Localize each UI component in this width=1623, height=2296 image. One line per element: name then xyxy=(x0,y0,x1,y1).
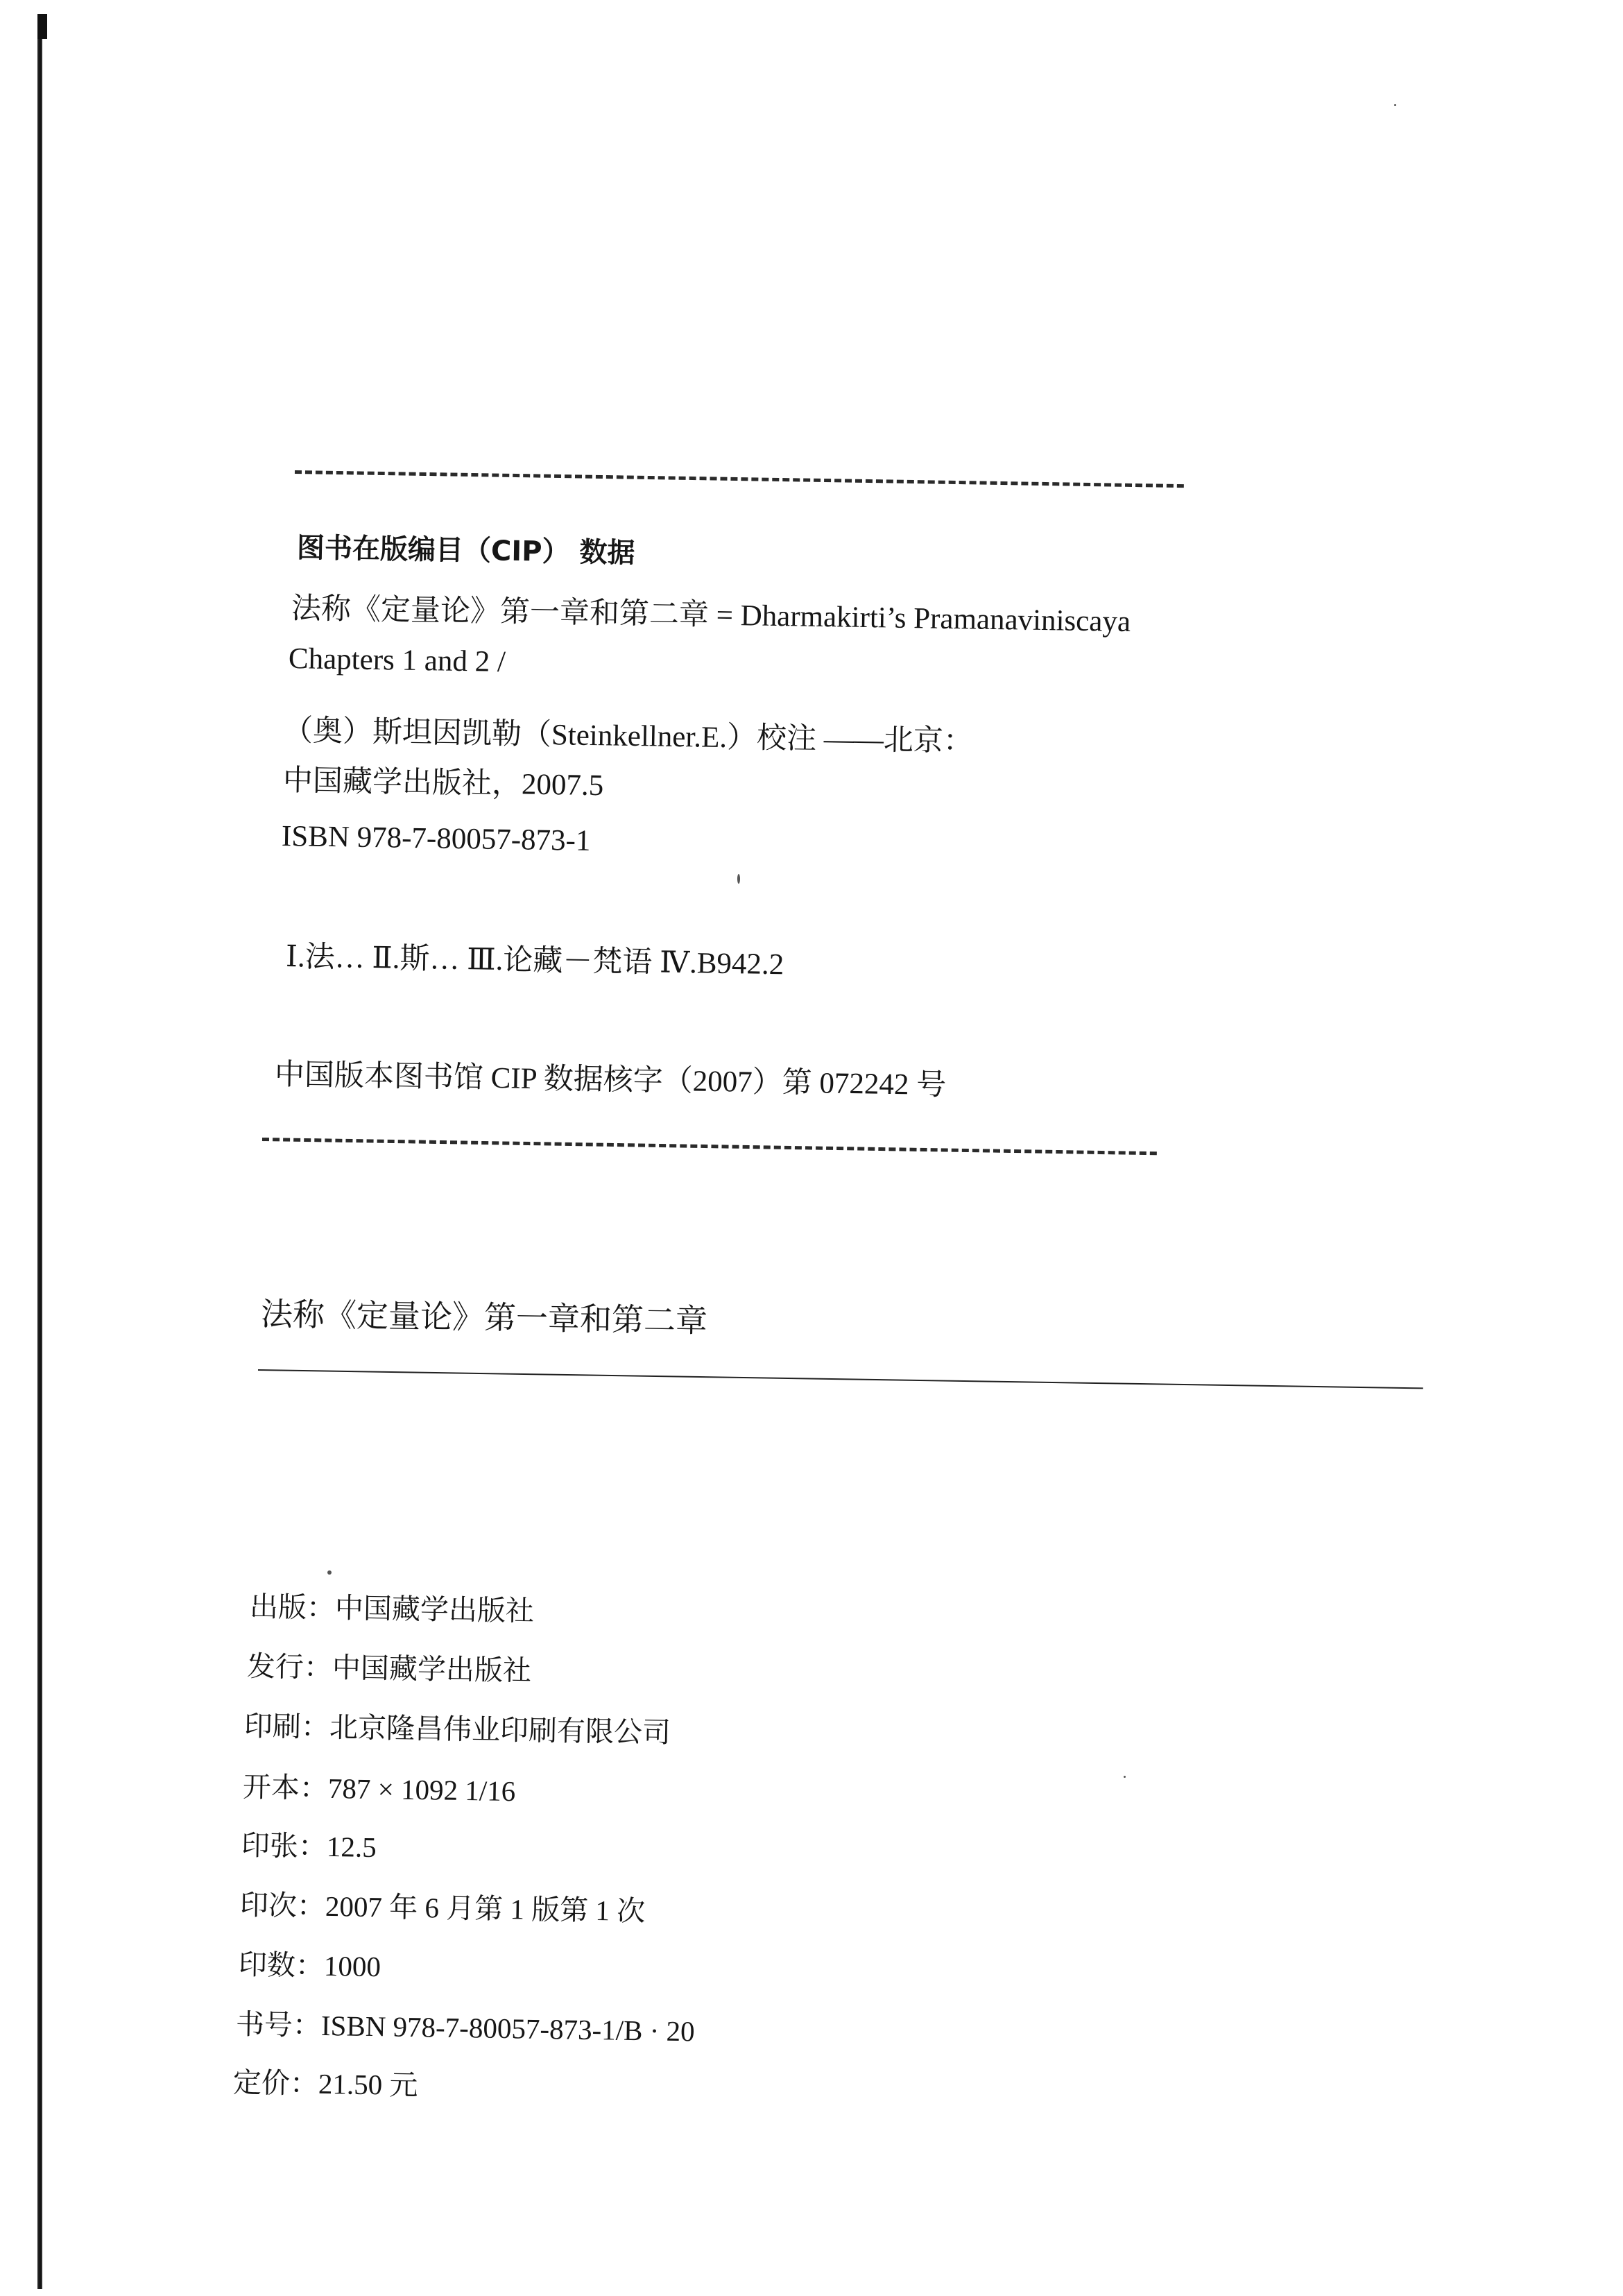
cip-heading: 图书在版编目（CIP） 数据 xyxy=(296,532,635,569)
scan-binding-edge xyxy=(37,14,42,2289)
imprint-distributor: 发行：中国藏学出版社 xyxy=(246,1650,532,1687)
scan-speck xyxy=(1394,104,1396,106)
cip-title-line: 法称《定量论》第一章和第二章 = Dharmakirti’s Pramanaviniscaya xyxy=(291,592,1131,639)
cip-publisher-line: 中国藏学出版社，2007.5 xyxy=(282,764,604,803)
imprint-printer: 印刷：北京隆昌伟业印刷有限公司 xyxy=(243,1710,671,1749)
imprint-publisher: 出版：中国藏学出版社 xyxy=(249,1591,535,1627)
imprint-sheets: 印张：12.5 xyxy=(241,1829,377,1864)
cip-top-dashed-rule xyxy=(295,470,1184,488)
cip-bottom-dashed-rule xyxy=(262,1138,1157,1155)
imprint-format: 开本：787 × 1092 1/16 xyxy=(242,1771,516,1808)
title-rule xyxy=(258,1369,1423,1389)
scan-speck xyxy=(327,1570,332,1575)
cip-classification-line: Ⅰ.法… Ⅱ.斯… Ⅲ.论藏－梵语 Ⅳ.B942.2 xyxy=(285,941,784,982)
cip-title-line-2: Chapters 1 and 2 / xyxy=(288,642,506,678)
imprint-price: 定价：21.50 元 xyxy=(232,2066,418,2102)
cip-record-number: 中国版本图书馆 CIP 数据核字（2007）第 072242 号 xyxy=(274,1059,947,1102)
book-title: 法称《定量论》第一章和第二章 xyxy=(260,1296,708,1339)
scan-binding-mark xyxy=(37,14,47,39)
imprint-edition: 印次：2007 年 6 月第 1 版第 1 次 xyxy=(239,1889,646,1928)
imprint-print-run: 印数：1000 xyxy=(238,1948,381,1983)
scan-speck xyxy=(1124,1776,1126,1778)
cip-isbn-line: ISBN 978-7-80057-873-1 xyxy=(281,820,591,857)
imprint-book-number: 书号：ISBN 978-7-80057-873-1/B · 20 xyxy=(235,2008,695,2048)
scan-speck xyxy=(737,874,740,884)
cip-author-line: （奥）斯坦因凯勒（Steinkellner.E.）校注 ——北京： xyxy=(282,714,974,758)
